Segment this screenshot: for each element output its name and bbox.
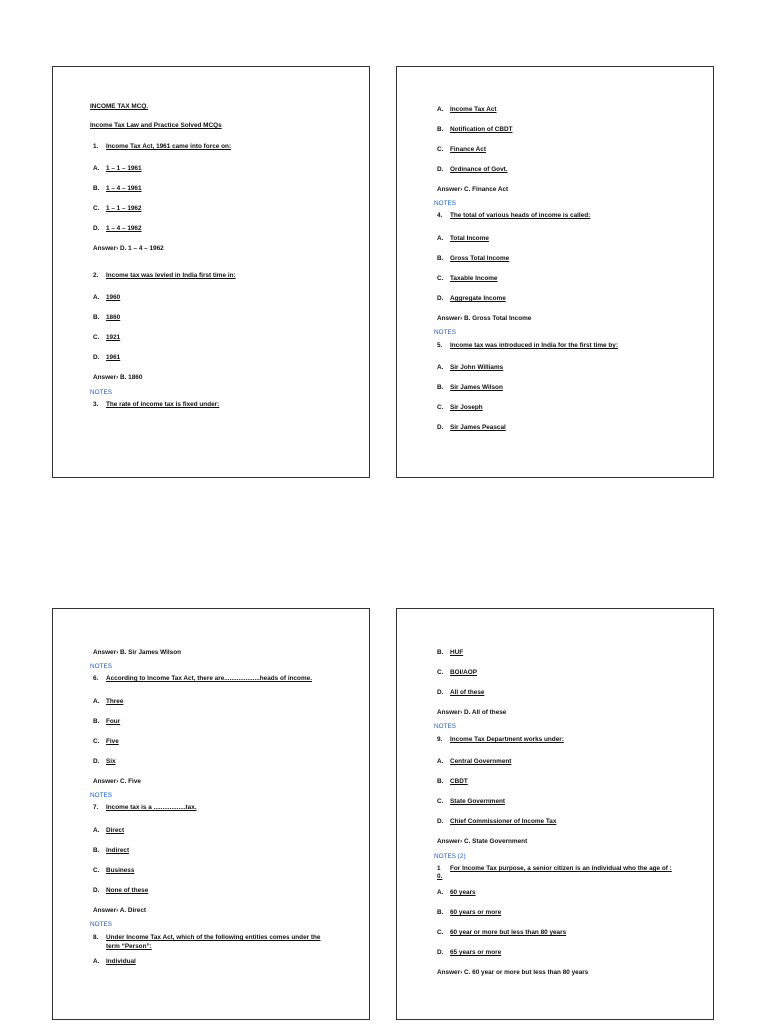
q2-option-c xyxy=(93,334,120,342)
option-text: 1860 xyxy=(106,314,121,321)
option-label: C. xyxy=(93,205,100,212)
document-page-3 xyxy=(52,608,370,1020)
option-text: BOI/AOP xyxy=(450,669,477,676)
option-text: 1 – 4 – 1962 xyxy=(106,225,142,232)
option-text: 1 – 4 – 1961 xyxy=(106,185,142,192)
option-text: All of these xyxy=(450,689,485,696)
q3-option-d xyxy=(437,166,508,174)
option-label: B. xyxy=(437,126,444,133)
option-label: C. xyxy=(437,275,444,282)
option-label: B. xyxy=(437,255,444,262)
q8-option-c xyxy=(437,669,477,677)
question-5 xyxy=(437,342,618,350)
question-2 xyxy=(93,272,236,280)
option-text: State Government xyxy=(450,798,506,805)
option-label: D. xyxy=(437,818,444,825)
q4-option-c xyxy=(437,275,497,283)
q5-answer: Answer› B. Sir James Wilson xyxy=(93,649,182,656)
question-text: Income tax was levied in India first time in: xyxy=(106,272,236,279)
option-text: 1960 xyxy=(106,294,121,301)
q2-option-d xyxy=(93,354,120,362)
option-label: D. xyxy=(437,295,444,302)
option-label: A. xyxy=(437,106,444,113)
option-label: C. xyxy=(437,146,444,153)
option-text: Chief Commissioner of Income Tax xyxy=(450,818,557,825)
question-text: For Income Tax purpose, a senior citizen is an individual who the age of : xyxy=(450,865,672,872)
option-text: Notification of CBDT xyxy=(450,126,513,133)
option-label: D. xyxy=(437,689,444,696)
question-text: According to Income Tax Act, there are....................heads of income. xyxy=(106,675,312,682)
q1-option-a xyxy=(93,165,142,173)
q9-option-b xyxy=(437,778,468,786)
option-text: Aggregate Income xyxy=(450,295,506,302)
option-label: D. xyxy=(437,424,444,431)
notes-link[interactable]: NOTES xyxy=(434,200,457,207)
question-number: 7. xyxy=(93,804,99,811)
option-text: HUF xyxy=(450,649,464,656)
question-3 xyxy=(93,401,219,409)
option-text: Taxable Income xyxy=(450,275,498,282)
question-4 xyxy=(437,212,590,220)
q10-option-c xyxy=(437,929,566,937)
q6-option-b xyxy=(93,718,120,726)
option-label: A. xyxy=(437,235,444,242)
question-number: 1. xyxy=(93,143,99,150)
q7-answer: Answer› A. Direct xyxy=(93,907,147,914)
option-text: Direct xyxy=(106,827,125,834)
q4-option-d xyxy=(437,295,506,303)
notes-link[interactable]: NOTES xyxy=(434,329,457,336)
option-label: A. xyxy=(437,758,444,765)
option-label: C. xyxy=(437,404,444,411)
q2-option-b xyxy=(93,314,120,322)
q8-option-a xyxy=(93,958,136,966)
q9-option-c xyxy=(437,798,505,806)
option-label: C. xyxy=(93,867,100,874)
option-label: B. xyxy=(93,718,100,725)
notes-link[interactable]: NOTES xyxy=(90,921,113,928)
q4-option-b xyxy=(437,255,509,263)
option-label: D. xyxy=(437,166,444,173)
option-label: D. xyxy=(93,758,100,765)
q8-option-d xyxy=(437,689,484,697)
option-text: Sir James Peascal xyxy=(450,424,506,431)
q6-option-a xyxy=(93,698,123,706)
option-text: Five xyxy=(106,738,119,745)
question-text: Income Tax Department works under: xyxy=(450,736,564,743)
q8-option-b xyxy=(437,649,463,657)
notes-link[interactable]: NOTES xyxy=(90,389,113,396)
question-number: 9. xyxy=(437,736,443,743)
document-title: INCOME TAX MCQ. xyxy=(90,103,149,110)
option-text: 60 years or more xyxy=(450,909,502,916)
q6-option-d xyxy=(93,758,116,766)
option-label: C. xyxy=(437,798,444,805)
q6-option-c xyxy=(93,738,119,746)
option-text: Individual xyxy=(106,958,136,965)
q9-option-a xyxy=(437,758,511,766)
q10-option-b xyxy=(437,909,501,917)
option-label: C. xyxy=(437,929,444,936)
option-text: Income Tax Act xyxy=(450,106,497,113)
question-8-continued: term “Person”: xyxy=(106,943,152,950)
question-1 xyxy=(93,143,231,151)
option-text: Six xyxy=(106,758,116,765)
option-text: 1961 xyxy=(106,354,121,361)
option-label: C. xyxy=(437,669,444,676)
option-text: None of these xyxy=(106,887,149,894)
option-text: Sir James Wilson xyxy=(450,384,503,391)
option-label: A. xyxy=(93,958,100,965)
option-text: Business xyxy=(106,867,135,874)
q10-option-d xyxy=(437,949,501,957)
document-page-4 xyxy=(396,608,714,1020)
question-7 xyxy=(93,804,197,812)
question-text: Income tax is a ..................tax. xyxy=(106,804,197,811)
option-label: D. xyxy=(93,887,100,894)
option-label: A. xyxy=(93,165,100,172)
q3-option-c xyxy=(437,146,486,154)
option-text: Gross Total Income xyxy=(450,255,510,262)
option-text: 1 – 1 – 1961 xyxy=(106,165,142,172)
q9-answer: Answer› C. State Government xyxy=(437,838,528,845)
q4-answer: Answer› B. Gross Total Income xyxy=(437,315,532,322)
q1-option-c xyxy=(93,205,142,213)
question-text: Under Income Tax Act, which of the following entities comes under the xyxy=(106,934,321,941)
q10-option-a xyxy=(437,889,476,897)
question-text: Income tax was introduced in India for the first time by: xyxy=(450,342,618,349)
q5-option-d xyxy=(437,424,506,432)
q2-answer: Answer› B. 1860 xyxy=(93,374,143,381)
q1-option-b xyxy=(93,185,142,193)
q5-option-a xyxy=(437,364,503,372)
option-text: Three xyxy=(106,698,124,705)
q5-option-c xyxy=(437,404,483,412)
option-label: D. xyxy=(93,225,100,232)
question-9 xyxy=(437,736,564,744)
question-number: 1 xyxy=(437,865,441,872)
option-label: A. xyxy=(437,889,444,896)
question-8 xyxy=(93,934,320,942)
question-number: 6. xyxy=(93,675,99,682)
option-text: Indirect xyxy=(106,847,130,854)
option-label: B. xyxy=(437,778,444,785)
question-number: 3. xyxy=(93,401,99,408)
option-label: B. xyxy=(437,384,444,391)
q1-answer: Answer› D. 1 – 4 – 1962 xyxy=(93,245,164,252)
option-label: C. xyxy=(93,334,100,341)
option-label: A. xyxy=(93,827,100,834)
option-text: 60 year or more but less than 80 years xyxy=(450,929,567,936)
q7-option-b xyxy=(93,847,129,855)
question-number: 5. xyxy=(437,342,443,349)
q8-answer: Answer› D. All of these xyxy=(437,709,507,716)
question-text: The rate of income tax is fixed under: xyxy=(106,401,220,408)
option-text: 1921 xyxy=(106,334,121,341)
q1-option-d xyxy=(93,225,142,233)
option-label: B. xyxy=(93,185,100,192)
q2-option-a xyxy=(93,294,120,302)
notes-link[interactable]: NOTES xyxy=(434,723,457,730)
q6-answer: Answer› C. Five xyxy=(93,778,141,785)
option-text: 1 – 1 – 1962 xyxy=(106,205,142,212)
notes-link[interactable]: NOTES xyxy=(90,792,113,799)
q7-option-a xyxy=(93,827,124,835)
option-text: Four xyxy=(106,718,121,725)
q7-option-c xyxy=(93,867,134,875)
question-number: 4. xyxy=(437,212,443,219)
option-label: A. xyxy=(93,294,100,301)
document-page-2 xyxy=(396,66,714,478)
question-number: 8. xyxy=(93,934,99,941)
q3-answer: Answer› C. Finance Act xyxy=(437,186,509,193)
option-text: Sir Joseph xyxy=(450,404,483,411)
option-label: B. xyxy=(437,649,444,656)
question-10-number-continued: 0. xyxy=(437,873,443,880)
option-label: A. xyxy=(437,364,444,371)
q3-option-a xyxy=(437,106,497,114)
question-number: 2. xyxy=(93,272,99,279)
q10-answer: Answer› C. 60 year or more but less than 80 years xyxy=(437,969,589,976)
question-10 xyxy=(437,865,672,873)
option-text: Total Income xyxy=(450,235,489,242)
option-text: 65 years or more xyxy=(450,949,502,956)
option-label: B. xyxy=(93,314,100,321)
question-text: The total of various heads of income is called: xyxy=(450,212,591,219)
q5-option-b xyxy=(437,384,503,392)
option-label: B. xyxy=(93,847,100,854)
option-label: A. xyxy=(93,698,100,705)
option-text: Central Government xyxy=(450,758,512,765)
notes-link[interactable]: NOTES (2) xyxy=(434,853,466,860)
option-text: CBDT xyxy=(450,778,468,785)
option-text: Ordinance of Govt. xyxy=(450,166,508,173)
option-label: C. xyxy=(93,738,100,745)
question-text: Income Tax Act, 1961 came into force on: xyxy=(106,143,232,150)
option-label: D. xyxy=(437,949,444,956)
option-label: B. xyxy=(437,909,444,916)
q7-option-d xyxy=(93,887,148,895)
q4-option-a xyxy=(437,235,489,243)
notes-link[interactable]: NOTES xyxy=(90,663,113,670)
option-text: Finance Act xyxy=(450,146,486,153)
document-subtitle: Income Tax Law and Practice Solved MCQs xyxy=(90,122,222,129)
q9-option-d xyxy=(437,818,556,826)
option-text: Sir John Williams xyxy=(450,364,504,371)
option-label: D. xyxy=(93,354,100,361)
document-page-1 xyxy=(52,66,370,478)
option-text: 60 years xyxy=(450,889,476,896)
q3-option-b xyxy=(437,126,512,134)
question-6 xyxy=(93,675,312,683)
